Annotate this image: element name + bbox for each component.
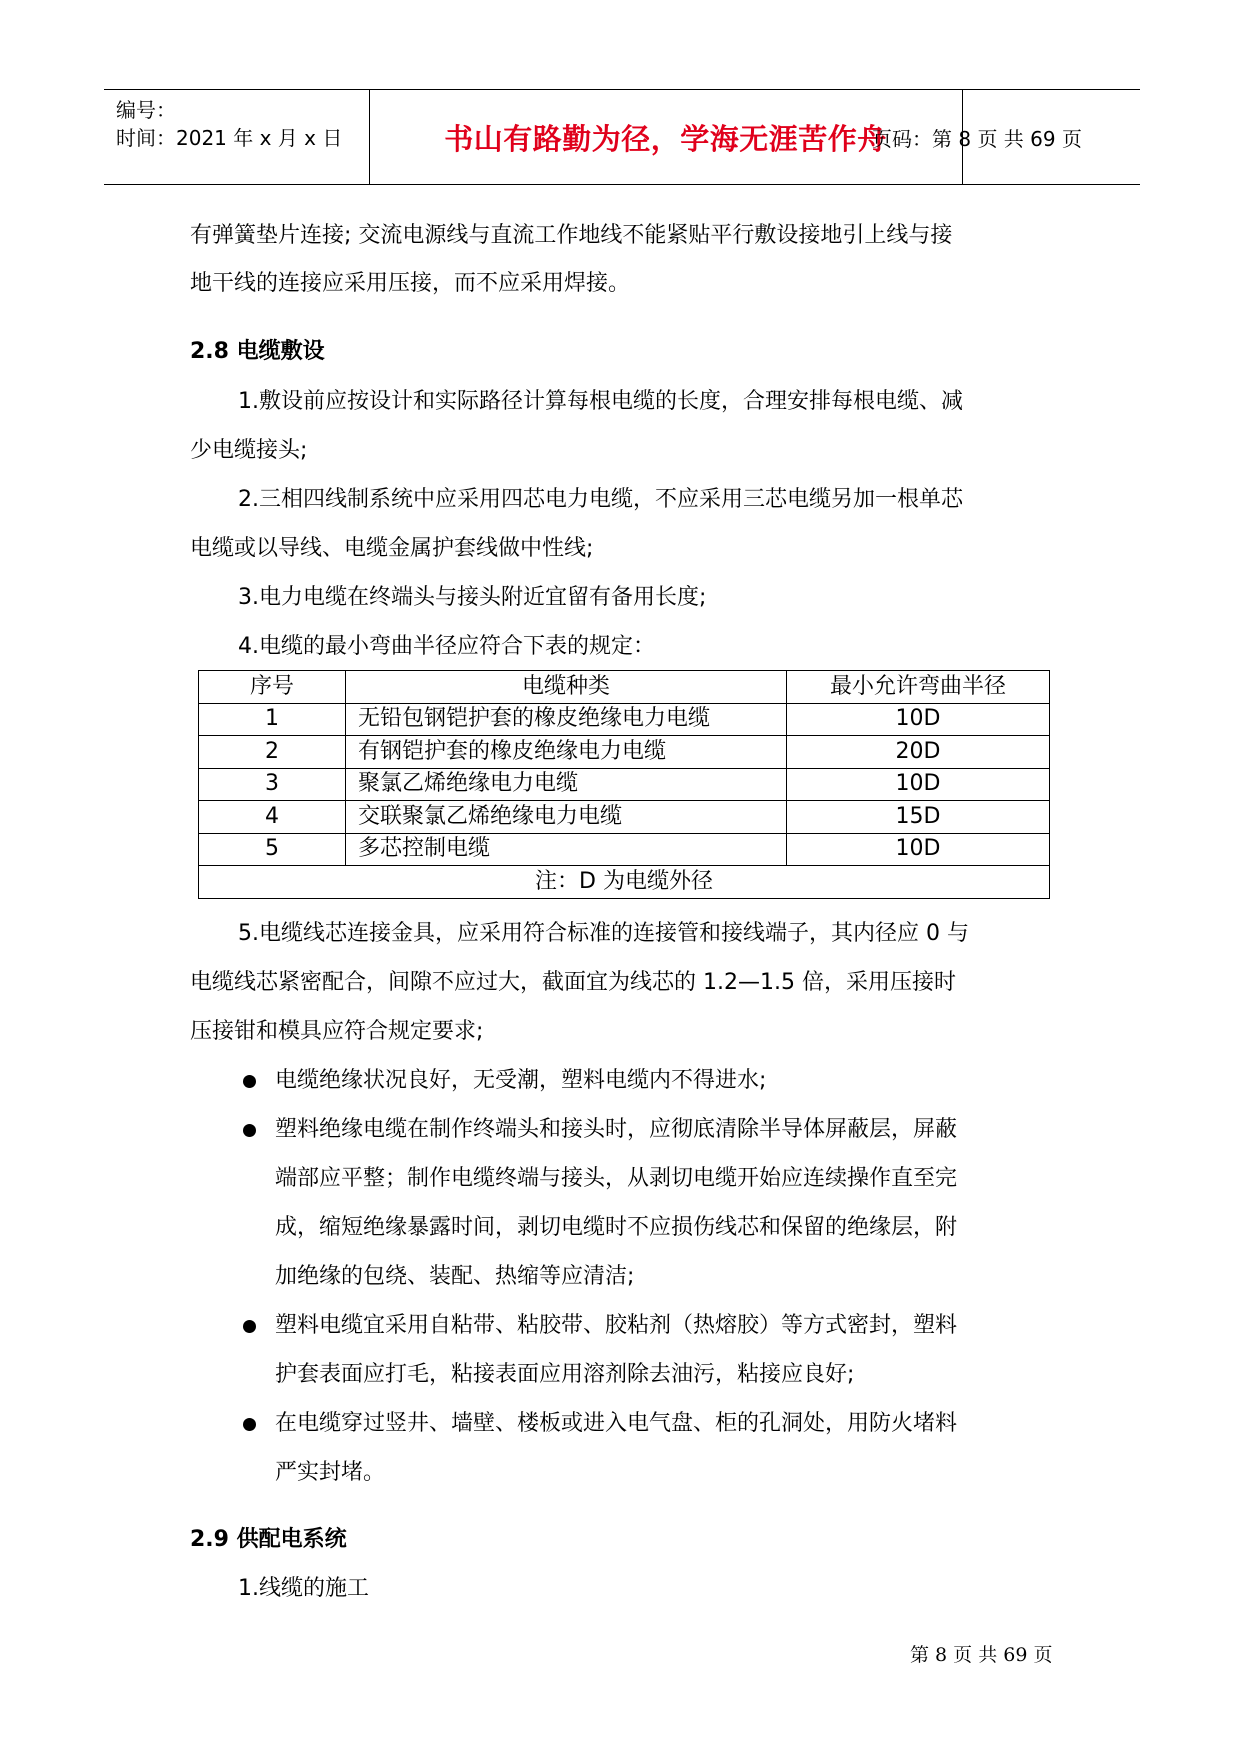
list-item-line: 4.电缆的最小弯曲半径应符合下表的规定： [238,634,655,659]
table-row [199,703,1050,736]
list-item-line: 5.电缆线芯连接金具，应采用符合标准的连接管和接线端子，其内径应 0 与 [238,921,969,946]
bullet-icon [243,1124,256,1137]
table-row [199,801,1050,834]
table-row [199,736,1050,769]
bullet-item-line: 加绝缘的包绕、装配、热缩等应清洁; [275,1264,635,1289]
bullet-item-line: 在电缆穿过竖井、墙壁、楼板或进入电气盘、柜的孔洞处，用防火堵料 [275,1411,958,1436]
table-header-cell: 电缆种类 [346,671,787,704]
number-label: 编号： [116,98,176,122]
table-cell: 20D [787,736,1050,769]
table-cell: 聚氯乙烯绝缘电力电缆 [346,768,787,801]
bullet-item-line: 成，缩短绝缘暴露时间，剥切电缆时不应损伤线芯和保留的绝缘层，附 [275,1215,958,1240]
list-item-line: 电缆线芯紧密配合，间隙不应过大，截面宜为线芯的 1.2—1.5 倍，采用压接时 [190,970,956,995]
list-item-line: 1.敷设前应按设计和实际路径计算每根电缆的长度，合理安排每根电缆、减 [238,389,963,414]
list-item-line: 2.三相四线制系统中应采用四芯电力电缆，不应采用三芯电缆另加一根单芯 [238,487,963,512]
section-heading: 2.9 供配电系统 [190,1527,347,1552]
bullet-item-line: 严实封堵。 [275,1460,386,1485]
time-label: 时间：2021 年 x 月 x 日 [116,126,343,150]
table-cell: 10D [787,703,1050,736]
list-item-line: 少电缆接头; [190,438,308,463]
list-item-line: 压接钳和模具应符合规定要求; [190,1019,484,1044]
table-header-row [199,671,1050,704]
header-meta [116,96,342,152]
table-cell: 4 [199,801,346,834]
list-item-line: 1.线缆的施工 [238,1576,369,1601]
header-page-label: 页码：第 8 页 共 69 页 [872,126,1082,151]
page-footer: 第 8 页 共 69 页 [910,1644,1053,1666]
table-cell: 3 [199,768,346,801]
table-note-row [199,866,1050,899]
table-note: 注：D 为电缆外径 [199,866,1050,899]
bullet-item-line: 电缆绝缘状况良好，无受潮，塑料电缆内不得进水; [275,1068,767,1093]
table-cell: 有钢铠护套的橡皮绝缘电力电缆 [346,736,787,769]
bullet-icon [243,1320,256,1333]
bending-radius-table [198,670,1050,899]
table-header-cell: 序号 [199,671,346,704]
paragraph-line: 有弹簧垫片连接; 交流电源线与直流工作地线不能紧贴平行敷设接地引上线与接 [190,223,953,248]
list-item-line: 3.电力电缆在终端头与接头附近宜留有备用长度; [238,585,707,610]
table-row [199,833,1050,866]
table-cell: 15D [787,801,1050,834]
table-cell: 5 [199,833,346,866]
bullet-icon [243,1418,256,1431]
table-row [199,768,1050,801]
table-cell: 2 [199,736,346,769]
header-motto: 书山有路勤为径，学海无涯苦作舟 [444,121,887,156]
section-heading: 2.8 电缆敷设 [190,339,325,364]
table-cell: 多芯控制电缆 [346,833,787,866]
list-item-line: 电缆或以导线、电缆金属护套线做中性线; [190,536,594,561]
bullet-item-line: 塑料绝缘电缆在制作终端头和接头时，应彻底清除半导体屏蔽层，屏蔽 [275,1117,958,1142]
bullet-icon [243,1075,256,1088]
bullet-item-line: 塑料电缆宜采用自粘带、粘胶带、胶粘剂（热熔胶）等方式密封，塑料 [275,1313,958,1338]
table-cell: 10D [787,768,1050,801]
bullet-item-line: 护套表面应打毛，粘接表面应用溶剂除去油污，粘接应良好; [275,1362,855,1387]
table-cell: 1 [199,703,346,736]
table-header-cell: 最小允许弯曲半径 [787,671,1050,704]
bullet-item-line: 端部应平整；制作电缆终端与接头，从剥切电缆开始应连续操作直至完 [275,1166,958,1191]
page-header [104,89,1140,185]
table-cell: 交联聚氯乙烯绝缘电力电缆 [346,801,787,834]
table-cell: 无铅包钢铠护套的橡皮绝缘电力电缆 [346,703,787,736]
table-cell: 10D [787,833,1050,866]
paragraph-line: 地干线的连接应采用压接，而不应采用焊接。 [190,271,631,296]
